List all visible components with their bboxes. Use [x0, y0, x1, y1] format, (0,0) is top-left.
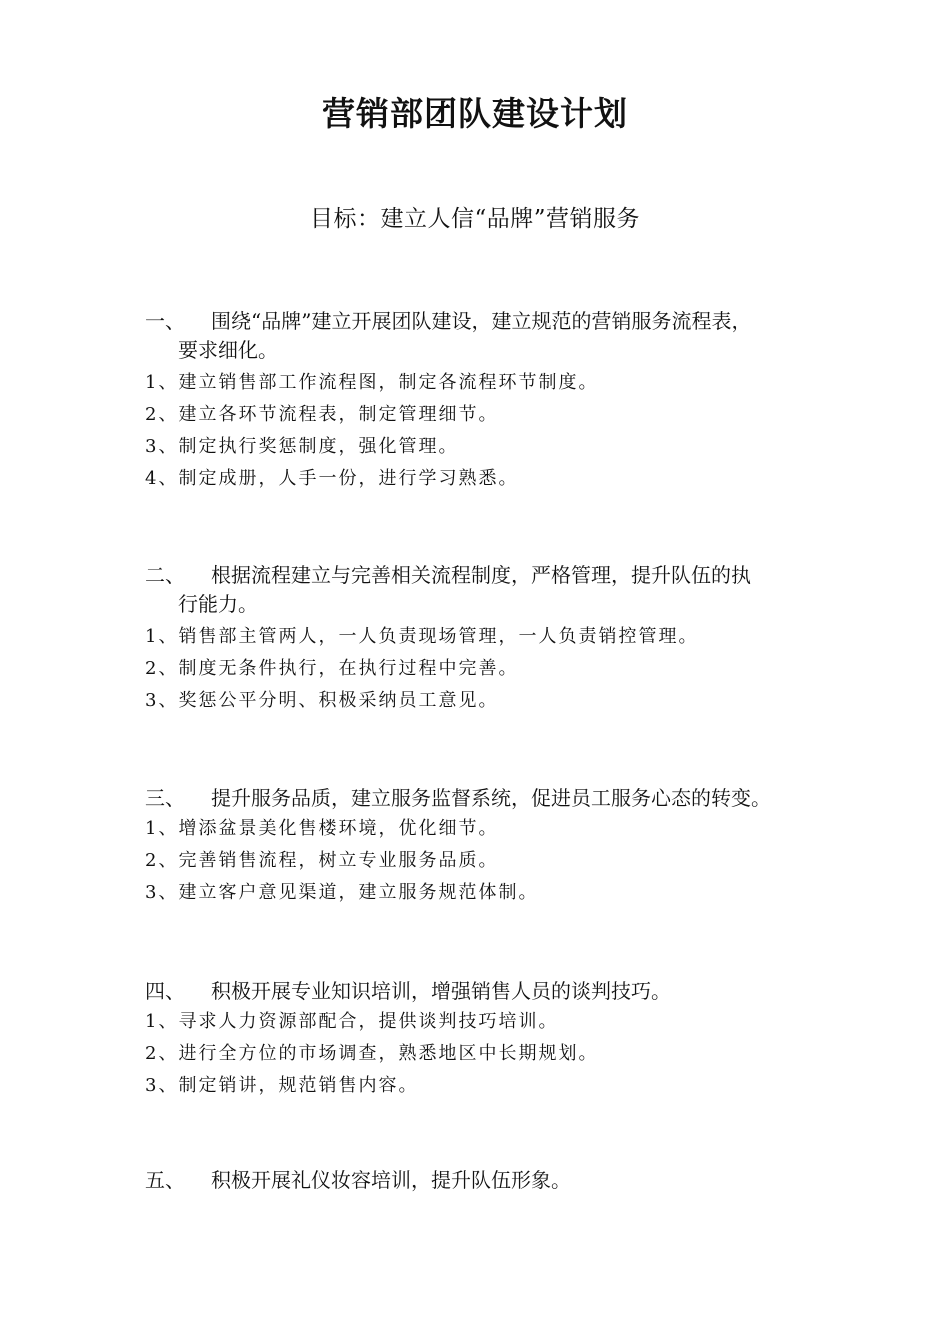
list-item: 2、进行全方位的市场调查，熟悉地区中长期规划。 [145, 1043, 599, 1064]
list-item: 1、销售部主管两人，一人负责现场管理，一人负责销控管理。 [145, 626, 699, 647]
list-item: 3、制定销讲，规范销售内容。 [145, 1075, 419, 1096]
list-item: 2、完善销售流程，树立专业服务品质。 [145, 850, 499, 871]
section-heading [145, 561, 835, 619]
list-item: 2、建立各环节流程表，制定管理细节。 [145, 404, 499, 425]
section-heading [145, 977, 835, 1006]
section-heading [145, 1166, 835, 1195]
section-heading [145, 307, 835, 365]
section-heading-text: 积极开展礼仪妆容培训，提升队伍形象。 [211, 1168, 571, 1192]
list-item: 2、制度无条件执行，在执行过程中完善。 [145, 658, 519, 679]
section-heading-text: 围绕“品牌”建立开展团队建设，建立规范的营销服务流程表， [211, 309, 752, 333]
section-heading-continuation: 行能力。 [178, 592, 258, 616]
section-number: 五、 [145, 1168, 185, 1192]
section-3 [145, 784, 835, 909]
section-number: 四、 [145, 979, 185, 1003]
section-heading-continuation: 要求细化。 [178, 338, 278, 362]
section-heading [145, 784, 835, 813]
section-1 [145, 307, 835, 495]
list-item: 3、制定执行奖惩制度，强化管理。 [145, 436, 459, 457]
section-heading-text: 提升服务品质，建立服务监督系统，促进员工服务心态的转变。 [211, 786, 771, 810]
section-item-list [145, 367, 835, 495]
list-item: 1、建立销售部工作流程图，制定各流程环节制度。 [145, 372, 599, 393]
section-heading-text: 积极开展专业知识培训，增强销售人员的谈判技巧。 [211, 979, 671, 1003]
section-2 [145, 561, 835, 717]
section-item-list [145, 1006, 835, 1102]
section-5 [145, 1166, 835, 1195]
section-number: 二、 [145, 563, 185, 587]
section-number: 三、 [145, 786, 185, 810]
list-item: 3、奖惩公平分明、积极采纳员工意见。 [145, 690, 499, 711]
section-number: 一、 [145, 309, 185, 333]
section-item-list [145, 621, 835, 717]
section-heading-text: 根据流程建立与完善相关流程制度，严格管理，提升队伍的执 [211, 563, 751, 587]
section-item-list [145, 813, 835, 909]
document-title: 营销部团队建设计划 [322, 94, 628, 133]
section-4 [145, 977, 835, 1102]
document-subtitle: 目标：建立人信“品牌”营销服务 [309, 206, 641, 232]
list-item: 1、寻求人力资源部配合，提供谈判技巧培训。 [145, 1011, 559, 1032]
list-item: 4、制定成册，人手一份，进行学习熟悉。 [145, 468, 519, 489]
list-item: 3、建立客户意见渠道，建立服务规范体制。 [145, 882, 539, 903]
list-item: 1、增添盆景美化售楼环境，优化细节。 [145, 818, 499, 839]
